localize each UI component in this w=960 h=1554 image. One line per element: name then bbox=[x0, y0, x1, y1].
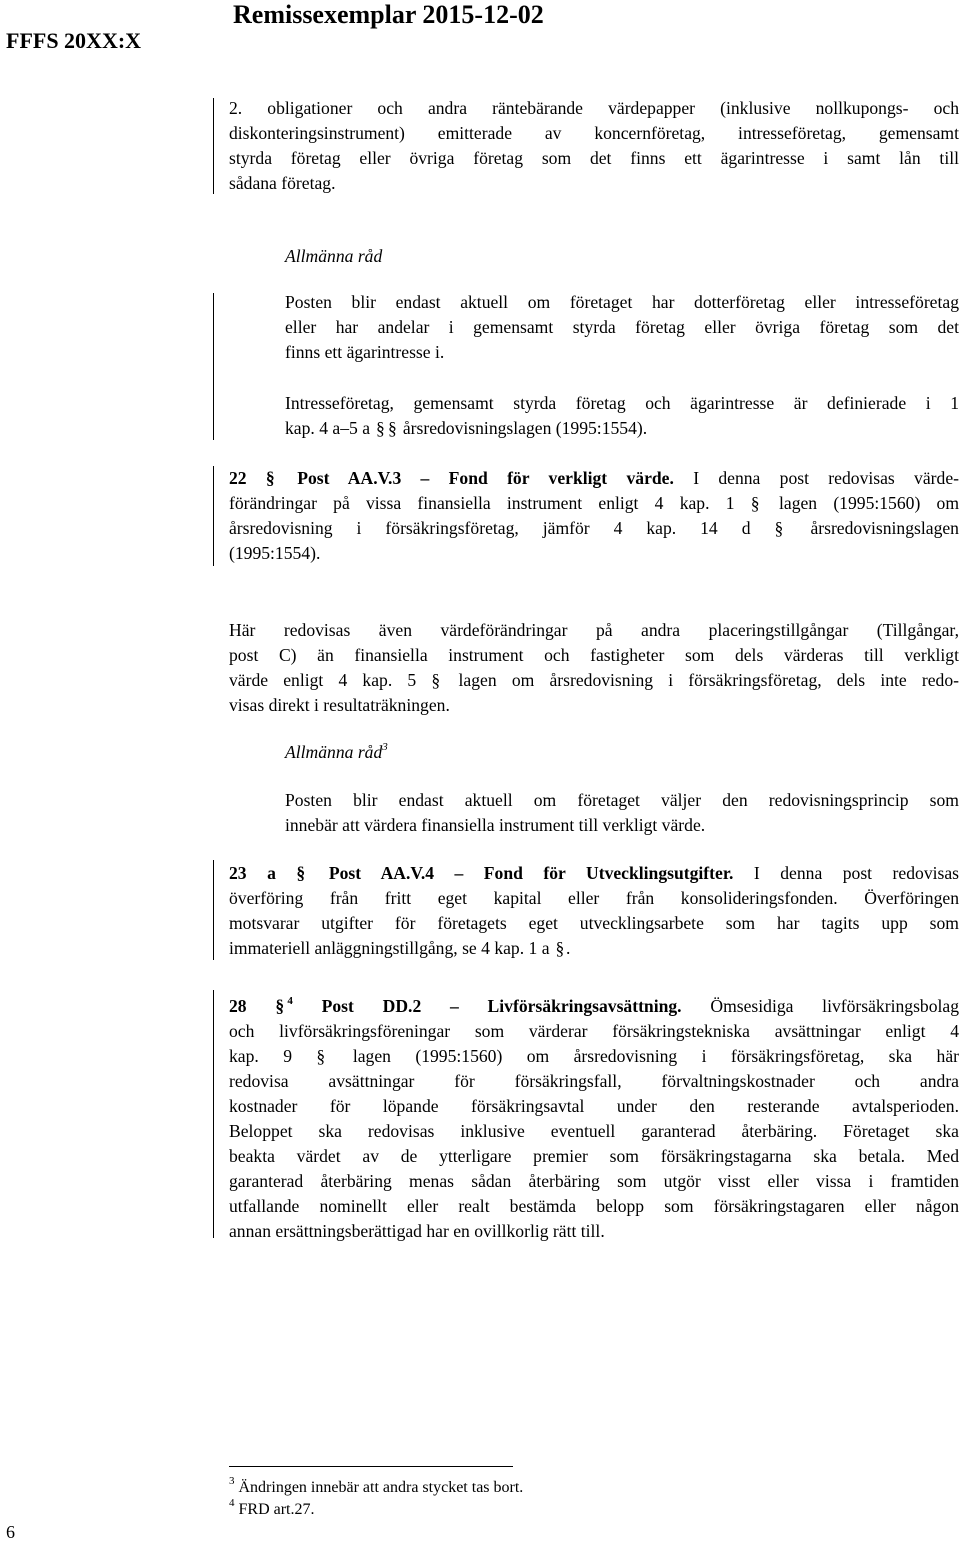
section-23a: 23 a § Post AA.V.4 – Fond för Utvecklingsutgifter. I denna post redovisas överföring från fritt eget kapital eller från konsolideringsfonden. Överföringen motsvarar utgifter för företagets eget utvecklingsarbete som har tagits upp som immateriell anläggningstillgång, se 4 kap. 1 a §. bbox=[229, 861, 959, 961]
section-sign-icon: § bbox=[750, 493, 760, 513]
section-sign-icon: § bbox=[316, 1046, 326, 1066]
review-copy-label: Remissexemplar 2015-12-02 bbox=[233, 0, 544, 29]
section-sign-icon: § bbox=[296, 863, 306, 883]
change-bar bbox=[213, 293, 214, 440]
item-2: 2. obligationer och andra räntebärande värdepapper (inklusive nollkupongs- och diskonteringsinstrument) emitterade av koncernföretag, intresseföretag, gemensamt styrda företag eller övriga företag som det finns ett ägarintresse i samt lån till sådana företag. bbox=[229, 98, 959, 193]
section-sign-icon: § bbox=[555, 938, 565, 958]
change-bar bbox=[213, 990, 214, 1238]
general-advice-heading-2: Allmänna råd$^3$ bbox=[285, 741, 388, 762]
change-bar bbox=[213, 860, 214, 960]
footnote-ref[interactable]: 3 bbox=[382, 741, 388, 753]
section-sign-icon: § bbox=[376, 418, 385, 438]
general-advice-heading: Allmänna råd bbox=[285, 246, 383, 266]
section-28: 28 § $^4$ Post DD.2 – Livförsäkringsavsättning. Ömsesidiga livförsäkringsbolag och livförsäkringsföreningar som värderar försäkringstekniska avsättningar enligt 4 kap. 9 § lagen (1995:1560) om årsredovisning i försäkringsföretag, ska här redovisa avsättningar för försäkringsfall, förvaltningskostnader och andra kostnader för löpande försäkringsavtal under den resterande avtalsperioden. Beloppet ska redovisas inklusive eventuell garanterad återbäring. Företaget ska beakta värdet av de ytterligare premier som försäkringstagarna ska betala. Med garanterad återbäring menas sådan återbäring som utgör visst eller vissa i framtiden utfallande nominellt eller realt bestämda belopp som försäkringstagaren eller någon annan ersättningsberättigad har en ovillkorlig rätt till. bbox=[229, 995, 960, 1241]
footnote-ref[interactable]: 4 bbox=[287, 995, 293, 1007]
change-bar bbox=[213, 466, 214, 566]
footnote-4: $^4$ FRD art.27. bbox=[229, 1497, 315, 1518]
general-advice-paragraph: Posten blir endast aktuell om företaget har dotterföretag eller intresseföretag eller har andelar i gemensamt styrda företag eller övriga företag som det finns ett ägarintresse i. bbox=[285, 292, 959, 362]
page-number: 6 bbox=[6, 1522, 15, 1542]
footnote-3: $^3$ Ändringen innebär att andra stycket tas bort. bbox=[229, 1475, 524, 1496]
document-code: FFFS 20XX:X bbox=[6, 28, 142, 53]
section-sign-icon: § bbox=[275, 996, 285, 1016]
section-sign-icon: § bbox=[774, 518, 784, 538]
footnote-separator bbox=[229, 1466, 513, 1467]
change-bar bbox=[213, 98, 214, 194]
section-22: 22 § Post AA.V.3 – Fond för verkligt värde. I denna post redovisas värde- förändringar på vissa finansiella instrument enligt 4 kap. 1 § lagen (1995:1560) om årsredovisning i försäkringsföretag, jämför 4 kap. 14 d § årsredovisningslagen (1995:1554). bbox=[229, 468, 960, 563]
section-sign-icon: § bbox=[265, 468, 275, 488]
section-sign-icon: § bbox=[431, 670, 441, 690]
revaluation-paragraph: Här redovisas även värdeförändringar på andra placeringstillgångar (Tillgångar, post C) än finansiella instrument och fastigheter som dels värderas till verkligt värde enligt 4 kap. 5 § lagen om årsredovisning i försäkringsföretag, dels inte redo- visas direkt i resultaträkningen. bbox=[229, 620, 959, 715]
general-advice-paragraph-2: Posten blir endast aktuell om företaget väljer den redovisningsprincip som innebär att värdera finansiella instrument till verkligt värde. bbox=[285, 790, 959, 835]
section-sign-icon: § bbox=[388, 418, 397, 438]
definitions-paragraph: Intresseföretag, gemensamt styrda företag och ägarintresse är definierade i 1 kap. 4 a–5 a § § årsredovisningslagen (1995:1554). bbox=[285, 391, 959, 441]
